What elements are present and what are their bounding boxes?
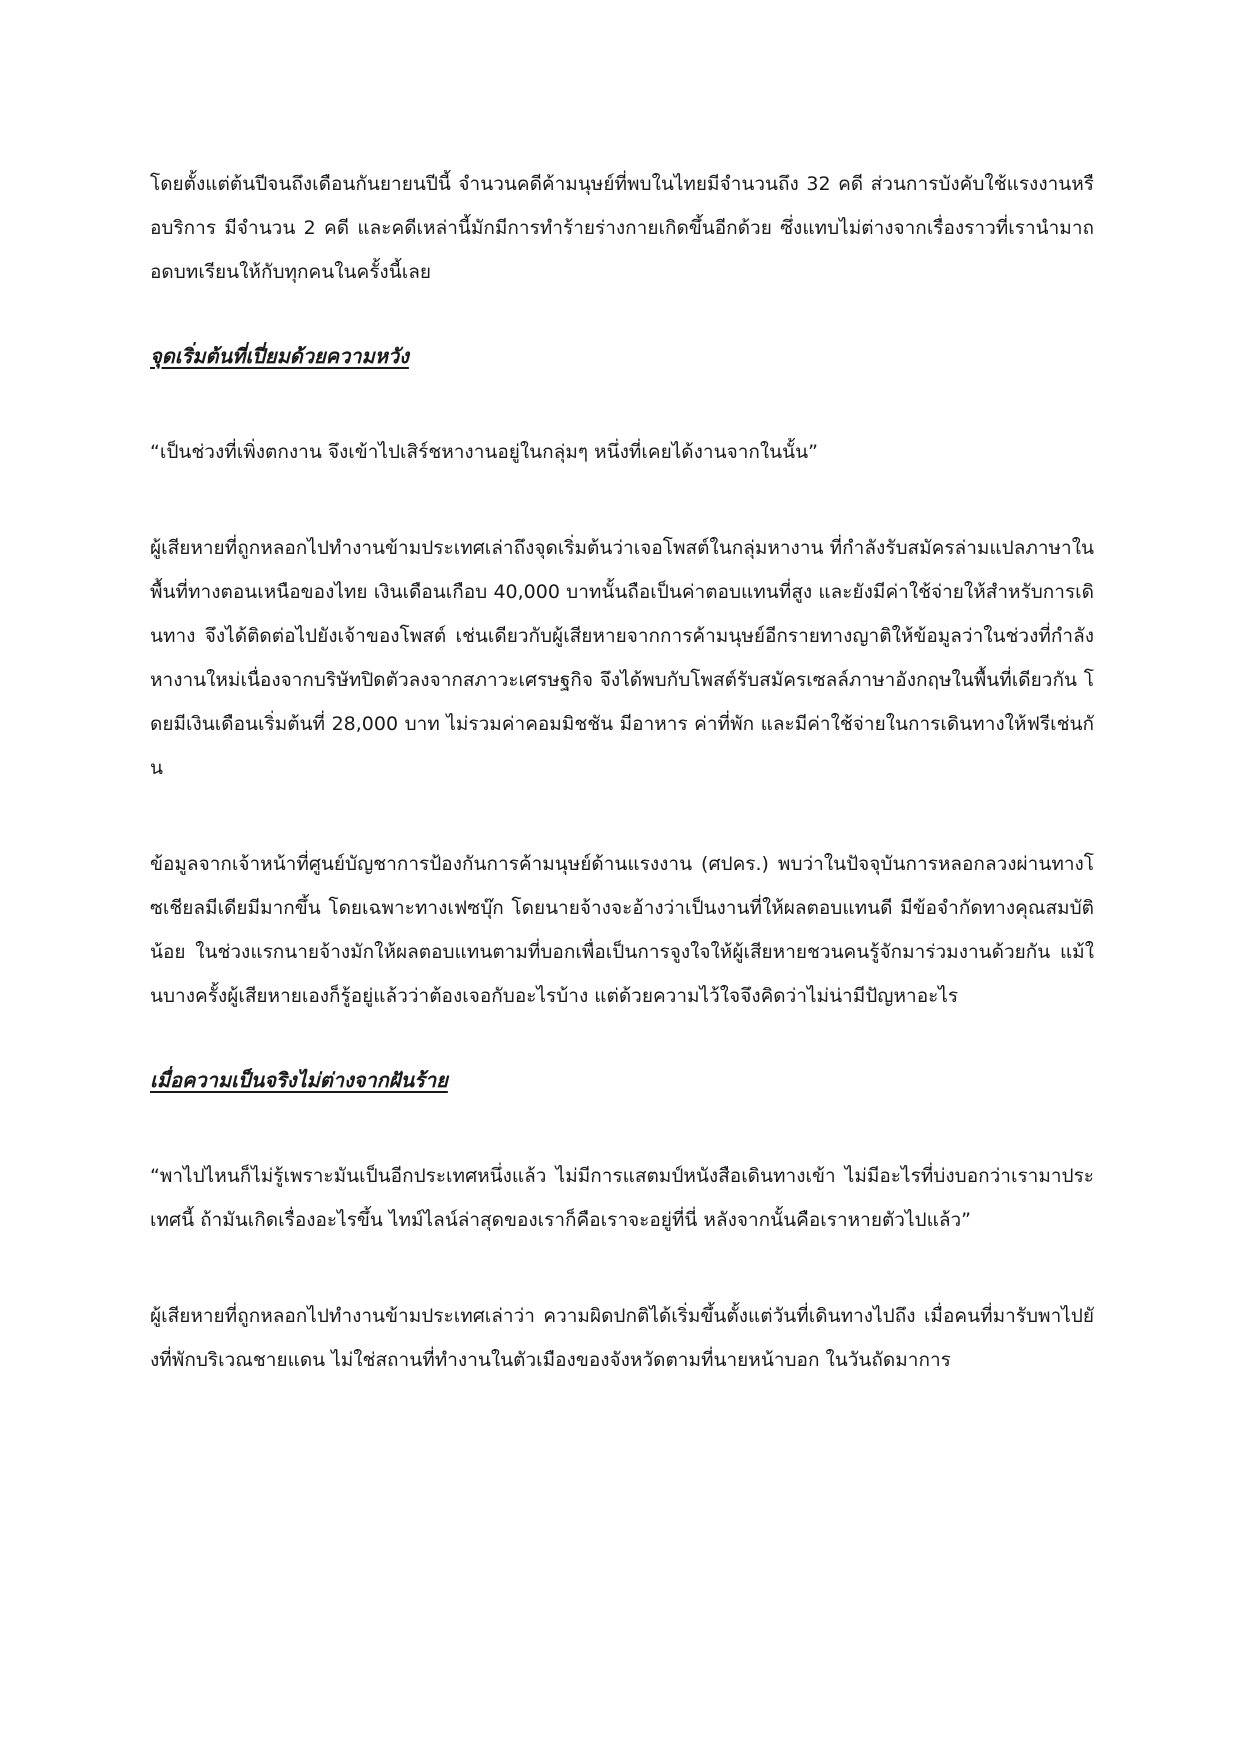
- quote-lost-job: “เป็นช่วงที่เพิ่งตกงาน จึงเข้าไปเสิร์ชหางานอยู่ในกลุ่มๆ หนึ่งที่เคยได้งานจากในนั้น”: [150, 441, 818, 463]
- spacer: [150, 378, 1094, 430]
- spacer: [150, 1102, 1094, 1154]
- paragraph-arrival-abnormality: ผู้เสียหายที่ถูกหลอกไปทำงานข้ามประเทศเล่าว่า ความผิดปกติได้เริ่มขึ้นตั้งแต่วันที่เดินทางไปถึง เมื่อคนที่มารับพาไปยังที่พักบริเวณชายแดน ไม่ใช่สถานที่ทำงานในตัวเมืองของจังหวัดตามที่นายหน้าบอก ในวันถัดมาการ: [150, 1305, 1094, 1371]
- document-body: [150, 162, 1094, 1382]
- spacer: [150, 1018, 1094, 1058]
- spacer: [150, 790, 1094, 842]
- section-heading-nightmare-reality: เมื่อความเป็นจริงไม่ต่างจากฝันร้าย: [150, 1068, 448, 1092]
- section-heading-hopeful-beginning: จุดเริ่มต้นที่เปี่ยมด้วยความหวัง: [150, 344, 409, 368]
- spacer: [150, 294, 1094, 334]
- paragraph-case-statistics: โดยตั้งแต่ต้นปีจนถึงเดือนกันยายนปีนี้ จำนวนคดีค้ามนุษย์ที่พบในไทยมีจำนวนถึง 32 คดี ส่วนการบังคับใช้แรงงานหรือบริการ มีจำนวน 2 คดี และคดีเหล่านี้มักมีการทำร้ายร่างกายเกิดขึ้นอีกด้วย ซึ่งแทบไม่ต่างจากเรื่องราวที่เรานำมาถอดบทเรียนให้กับทุกคนในครั้งนี้เลย: [150, 173, 1094, 283]
- paragraph-job-post: ผู้เสียหายที่ถูกหลอกไปทำงานข้ามประเทศเล่าถึงจุดเริ่มต้นว่าเจอโพสต์ในกลุ่มหางาน ที่กำลังรับสมัครล่ามแปลภาษาในพื้นที่ทางตอนเหนือของไทย เงินเดือนเกือบ 40,000 บาทนั้นถือเป็นค่าตอบแทนที่สูง และยังมีค่าใช้จ่ายให้สำหรับการเดินทาง จึงได้ติดต่อไปยังเจ้าของโพสต์ เช่นเดียวกับผู้เสียหายจากการค้ามนุษย์อีกรายทางญาติให้ข้อมูลว่าในช่วงที่กำลังหางานใหม่เนื่องจากบริษัทปิดตัวลงจากสภาวะเศรษฐกิจ จึงได้พบกับโพสต์รับสมัครเซลล์ภาษาอังกฤษในพื้นที่เดียวกัน โดยมีเงินเดือนเริ่มต้นที่ 28,000 บาท ไม่รวมค่าคอมมิชชัน มีอาหาร ค่าที่พัก และมีค่าใช้จ่ายในการเดินทางให้ฟรีเช่นกัน: [150, 537, 1094, 779]
- quote-another-country: “พาไปไหนก็ไม่รู้เพราะมันเป็นอีกประเทศหนึ่งแล้ว ไม่มีการแสตมป์หนังสือเดินทางเข้า ไม่มีอะไรที่บ่งบอกว่าเรามาประเทศนี้ ถ้ามันเกิดเรื่องอะไรขึ้น ไทม์ไลน์ล่าสุดของเราก็คือเราจะอยู่ที่นี่ หลังจากนั้นคือเราหายตัวไปแล้ว”: [150, 1165, 1094, 1231]
- spacer: [150, 474, 1094, 526]
- spacer: [150, 1242, 1094, 1294]
- paragraph-official-information: ข้อมูลจากเจ้าหน้าที่ศูนย์บัญชาการป้องกันการค้ามนุษย์ด้านแรงงาน (ศปคร.) พบว่าในปัจจุบันการหลอกลวงผ่านทางโซเชียลมีเดียมีมากขึ้น โดยเฉพาะทางเฟซบุ๊ก โดยนายจ้างจะอ้างว่าเป็นงานที่ให้ผลตอบแทนดี มีข้อจำกัดทางคุณสมบัติน้อย ในช่วงแรกนายจ้างมักให้ผลตอบแทนตามที่บอกเพื่อเป็นการจูงใจให้ผู้เสียหายชวนคนรู้จักมาร่วมงานด้วยกัน แม้ในบางครั้งผู้เสียหายเองก็รู้อยู่แล้วว่าต้องเจอกับอะไรบ้าง แต่ด้วยความไว้ใจจึงคิดว่าไม่น่ามีปัญหาอะไร: [150, 853, 1094, 1007]
